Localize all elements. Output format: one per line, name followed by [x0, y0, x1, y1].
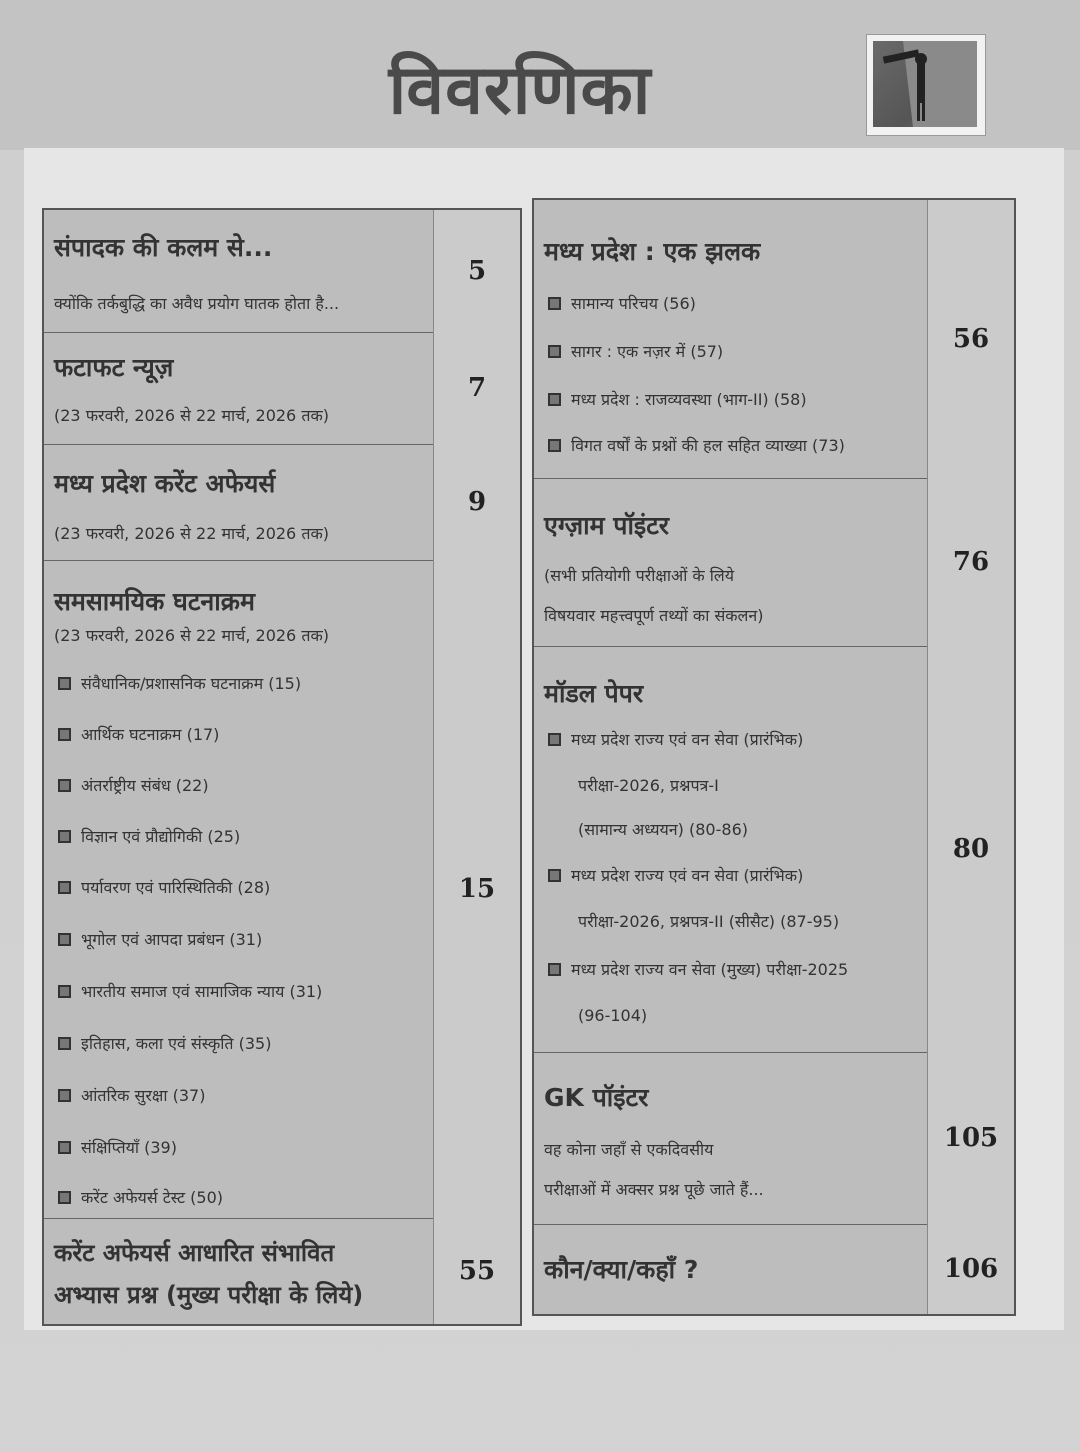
section-mp-current-affairs[interactable] [44, 444, 520, 561]
section-practice-questions[interactable] [44, 1218, 520, 1324]
section-subtitle: (23 फरवरी, 2026 से 22 मार्च, 2026 तक) [54, 406, 329, 425]
section-heading: समसामयिक घटनाक्रम [54, 587, 255, 616]
section-subtitle: (23 फरवरी, 2026 से 22 मार्च, 2026 तक) [54, 626, 329, 645]
section-subtitle-line2: विषयवार महत्त्वपूर्ण तथ्यों का संकलन) [544, 606, 764, 625]
square-bullet-icon [548, 345, 561, 358]
list-item[interactable]: विज्ञान एवं प्रौद्योगिकी (25) [58, 825, 240, 847]
list-item-continuation: (सामान्य अध्ययन) (80-86) [578, 820, 748, 839]
page-number: 106 [927, 1224, 1014, 1314]
page-number: 5 [433, 210, 520, 332]
square-bullet-icon [58, 1191, 71, 1204]
list-item[interactable]: विगत वर्षों के प्रश्नों की हल सहित व्याख्या (73) [548, 434, 845, 456]
square-bullet-icon [58, 830, 71, 843]
section-gk-pointer[interactable] [534, 1052, 1014, 1225]
section-heading: मध्य प्रदेश करेंट अफेयर्स [54, 469, 276, 498]
page-number: 56 [927, 200, 1014, 478]
section-editorial[interactable] [44, 210, 520, 333]
list-item[interactable]: सागर : एक नज़र में (57) [548, 340, 723, 362]
square-bullet-icon [58, 1037, 71, 1050]
section-subtitle-line1: वह कोना जहाँ से एकदिवसीय [544, 1140, 714, 1159]
list-item[interactable]: पर्यावरण एवं पारिस्थितिकी (28) [58, 876, 270, 898]
contents-left-column [42, 208, 522, 1326]
section-exam-pointer[interactable] [534, 478, 1014, 647]
telescope-figure-icon [873, 41, 977, 127]
list-item[interactable]: इतिहास, कला एवं संस्कृति (35) [58, 1032, 271, 1054]
section-model-paper[interactable] [534, 646, 1014, 1053]
page-number: 80 [927, 646, 1014, 1052]
list-item[interactable]: भूगोल एवं आपदा प्रबंधन (31) [58, 928, 262, 950]
page-number: 9 [433, 444, 520, 560]
page-number: 7 [433, 332, 520, 444]
square-bullet-icon [58, 728, 71, 741]
square-bullet-icon [58, 677, 71, 690]
page-title: विवरणिका [388, 51, 652, 130]
section-heading-line2: अभ्यास प्रश्न (मुख्य परीक्षा के लिये) [54, 1281, 364, 1309]
list-item-continuation: (96-104) [578, 1006, 648, 1025]
square-bullet-icon [548, 733, 561, 746]
square-bullet-icon [58, 881, 71, 894]
list-item[interactable]: मध्य प्रदेश : राजव्यवस्था (भाग-II) (58) [548, 388, 807, 410]
list-item-continuation: परीक्षा-2026, प्रश्नपत्र-I [578, 776, 719, 795]
section-subtitle-line1: (सभी प्रतियोगी परीक्षाओं के लिये [544, 566, 735, 585]
list-item[interactable]: मध्य प्रदेश राज्य एवं वन सेवा (प्रारंभिक) [548, 728, 803, 750]
section-quick-news[interactable] [44, 332, 520, 445]
square-bullet-icon [58, 933, 71, 946]
page-number: 76 [927, 478, 1014, 646]
page-number: 105 [927, 1052, 1014, 1224]
contents-right-column [532, 198, 1016, 1316]
page-number: 15 [433, 560, 520, 1218]
square-bullet-icon [548, 963, 561, 976]
square-bullet-icon [58, 1089, 71, 1102]
list-item[interactable]: मध्य प्रदेश राज्य वन सेवा (मुख्य) परीक्षा-2025 [548, 958, 848, 980]
section-heading: मॉडल पेपर [544, 679, 644, 708]
section-current-events[interactable] [44, 560, 520, 1219]
logo-image [866, 34, 986, 136]
list-item[interactable]: संक्षिप्तियाँ (39) [58, 1136, 177, 1158]
list-item[interactable]: अंतर्राष्ट्रीय संबंध (22) [58, 774, 209, 796]
list-item[interactable]: आंतरिक सुरक्षा (37) [58, 1084, 205, 1106]
square-bullet-icon [548, 869, 561, 882]
section-heading: मध्य प्रदेश : एक झलक [544, 237, 761, 266]
square-bullet-icon [58, 985, 71, 998]
section-heading: फटाफट न्यूज़ [54, 353, 174, 382]
square-bullet-icon [548, 297, 561, 310]
list-item[interactable]: आर्थिक घटनाक्रम (17) [58, 723, 219, 745]
section-subtitle: (23 फरवरी, 2026 से 22 मार्च, 2026 तक) [54, 524, 329, 543]
section-subtitle: क्योंकि तर्कबुद्धि का अवैध प्रयोग घातक होता है... [54, 294, 340, 313]
list-item-continuation: परीक्षा-2026, प्रश्नपत्र-II (सीसैट) (87-95) [578, 912, 840, 931]
section-mp-glance[interactable] [534, 200, 1014, 479]
section-heading: संपादक की कलम से... [54, 233, 273, 262]
section-heading: एग्ज़ाम पॉइंटर [544, 511, 670, 540]
list-item[interactable]: संवैधानिक/प्रशासनिक घटनाक्रम (15) [58, 672, 301, 694]
section-heading-line1: करेंट अफेयर्स आधारित संभावित [54, 1239, 335, 1267]
list-item[interactable]: मध्य प्रदेश राज्य एवं वन सेवा (प्रारंभिक) [548, 864, 803, 886]
section-who-what-where[interactable] [534, 1224, 1014, 1314]
page-number: 55 [433, 1218, 520, 1324]
square-bullet-icon [58, 1141, 71, 1154]
section-heading: कौन/क्या/कहाँ ? [544, 1255, 699, 1284]
square-bullet-icon [548, 393, 561, 406]
section-subtitle-line2: परीक्षाओं में अक्सर प्रश्न पूछे जाते हैं... [544, 1180, 764, 1199]
list-item[interactable]: करेंट अफेयर्स टेस्ट (50) [58, 1186, 223, 1208]
square-bullet-icon [58, 779, 71, 792]
list-item[interactable]: सामान्य परिचय (56) [548, 292, 696, 314]
list-item[interactable]: भारतीय समाज एवं सामाजिक न्याय (31) [58, 980, 322, 1002]
section-heading: GK पॉइंटर [544, 1083, 649, 1112]
square-bullet-icon [548, 439, 561, 452]
